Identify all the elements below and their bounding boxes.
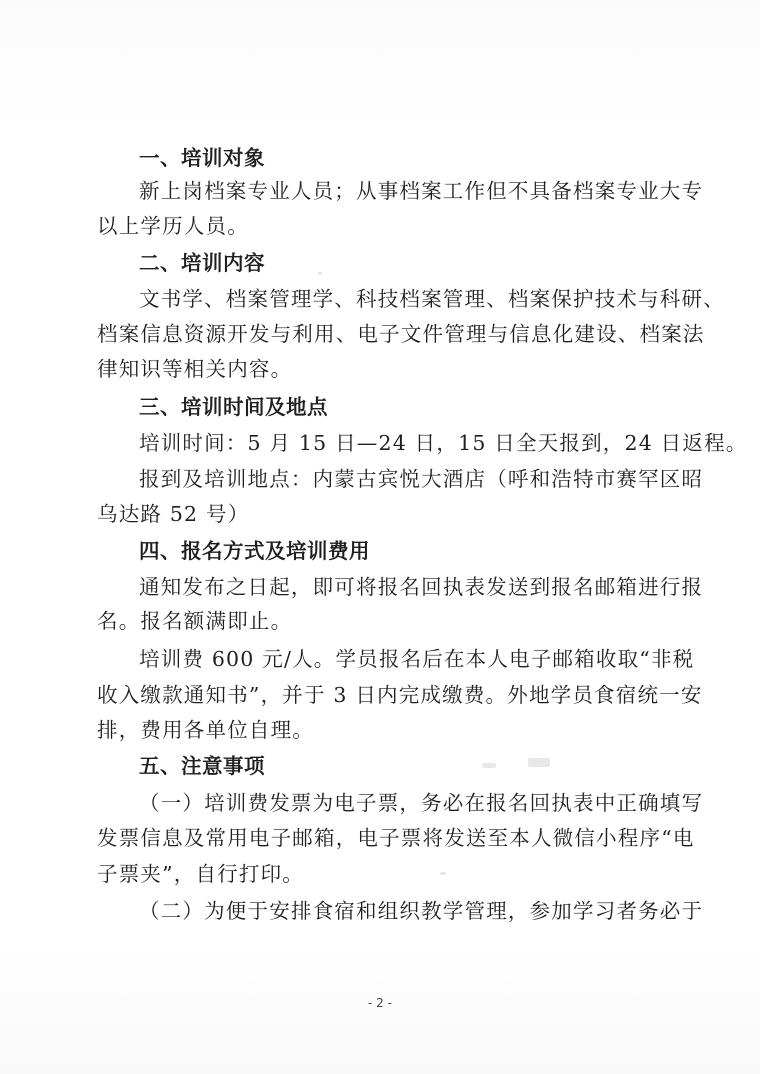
section-1-line-2: 以上学历人员。 [97,214,249,238]
section-4-line-2: 名。报名额满即止。 [97,609,293,633]
section-2-line-1: 文书学、档案管理学、科技档案管理、档案保护技术与科研、 [139,287,725,311]
section-1-line-1: 新上岗档案专业人员；从事档案工作但不具备档案专业大专 [139,179,704,203]
section-heading-4: 四、报名方式及培训费用 [139,539,370,563]
section-heading-2: 二、培训内容 [139,251,265,275]
section-5-line-2: 发票信息及常用电子邮箱，电子票将发送至本人微信小程序“电 [97,826,695,850]
scan-speck [528,758,550,767]
scan-speck [440,872,446,875]
section-3-line-1: 培训时间：5 月 15 日—24 日，15 日全天报到，24 日返程。 [139,431,748,455]
section-3-line-2: 报到及培训地点：内蒙古宾悦大酒店（呼和浩特市赛罕区昭 [139,467,704,491]
section-heading-5: 五、注意事项 [139,754,265,778]
section-4-line-1: 通知发布之日起，即可将报名回执表发送到报名邮箱进行报 [139,575,704,599]
section-5-line-3: 子票夹”，自行打印。 [97,862,304,886]
scan-speck [482,763,496,768]
scan-speck [318,272,322,275]
section-4-line-5: 排，费用各单位自理。 [97,718,314,742]
section-2-line-3: 律知识等相关内容。 [97,357,293,381]
section-5-line-4: （二）为便于安排食宿和组织教学管理，参加学习者务必于 [139,899,704,923]
section-4-line-3: 培训费 600 元/人。学员报名后在本人电子邮箱收取“非税 [139,647,695,671]
section-2-line-2: 档案信息资源开发与利用、电子文件管理与信息化建设、档案法 [97,322,705,346]
section-5-line-1: （一）培训费发票为电子票，务必在报名回执表中正确填写 [139,791,704,815]
section-3-line-3: 乌达路 52 号） [97,502,250,526]
section-heading-3: 三、培训时间及地点 [139,395,328,419]
page-number: - 2 - [368,996,392,1010]
section-4-line-4: 收入缴款通知书”，并于 3 日内完成缴费。外地学员食宿统一安 [97,683,703,707]
section-heading-1: 一、培训对象 [139,146,265,170]
